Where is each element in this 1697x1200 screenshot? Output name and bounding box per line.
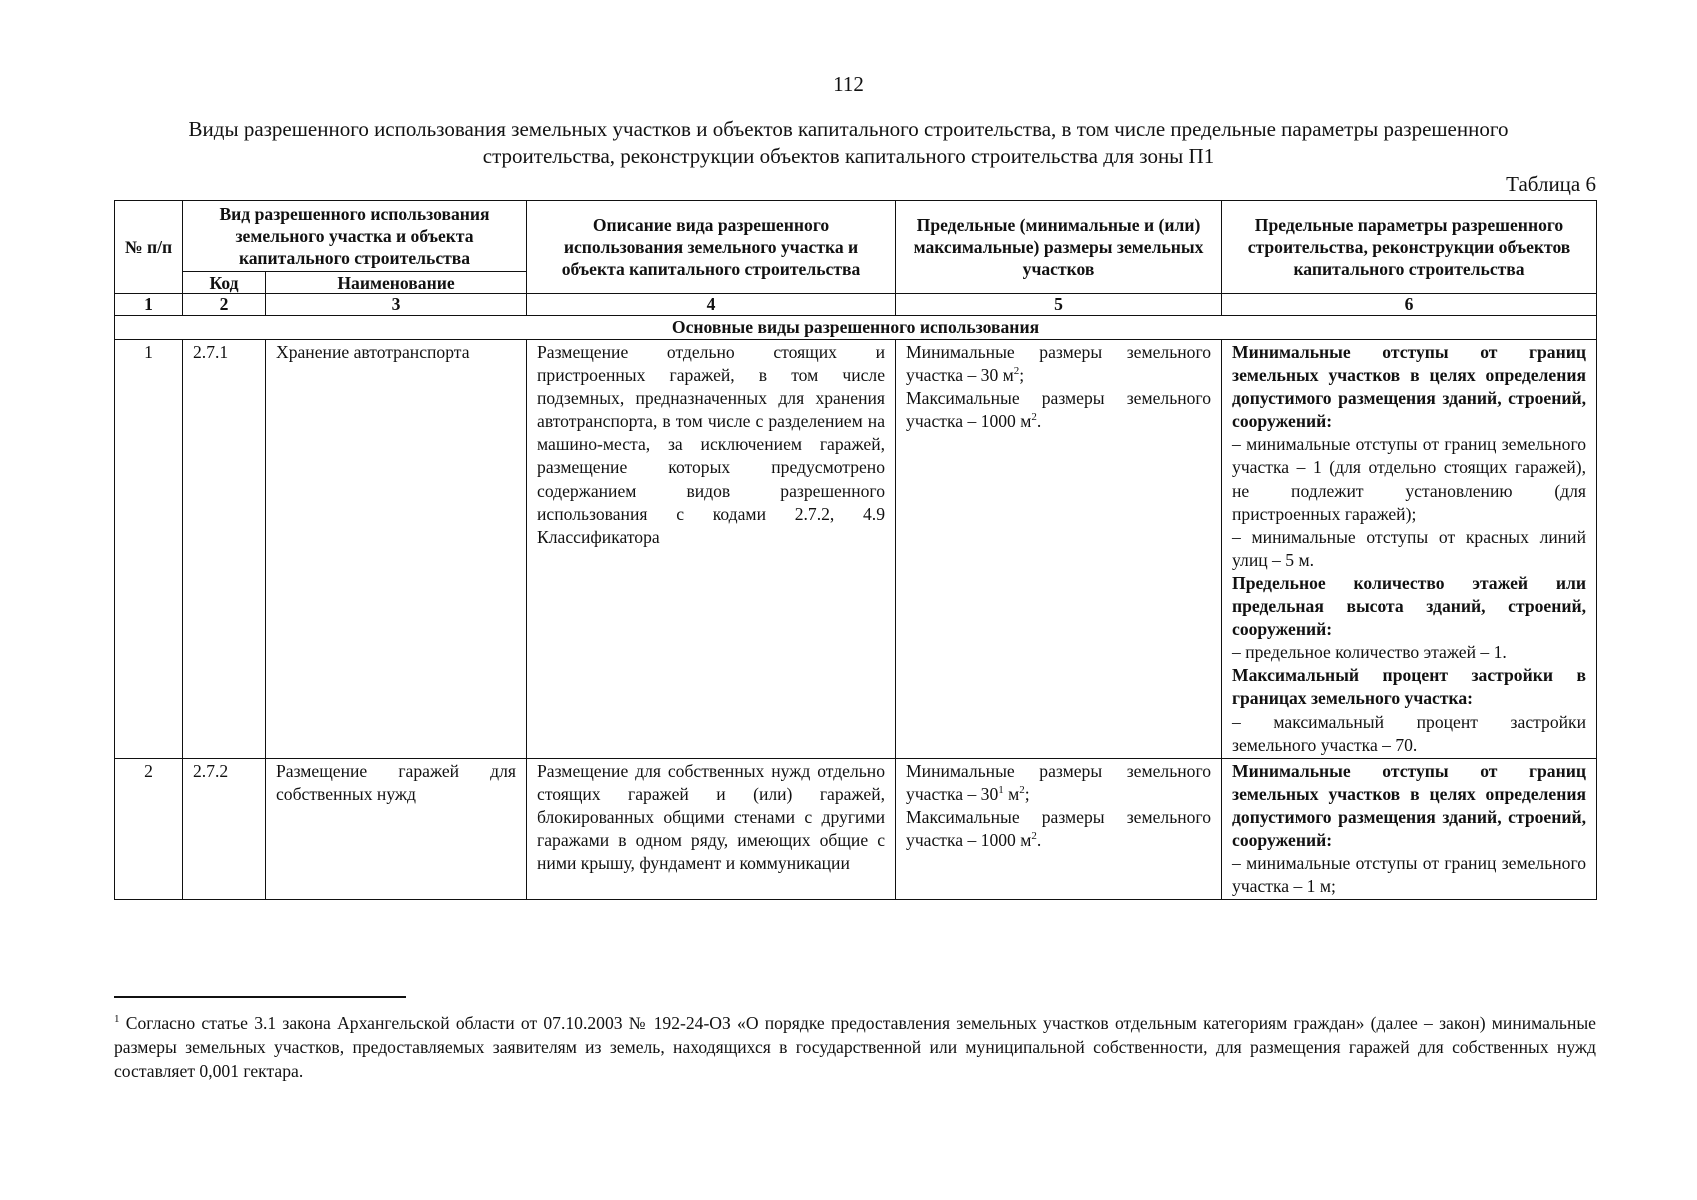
- row-name: Размещение гаражей для собственных нужд: [266, 758, 527, 900]
- header-description: Описание вида разрешенного использования земельного участка и объекта капитального строительства: [527, 201, 896, 294]
- document-title: Виды разрешенного использования земельных участков и объектов капитального строительства, в том числе предельные параметры разрешенного строительства, реконструкции объектов капитального строительства для зоны П1: [188, 117, 1509, 168]
- param-item: – минимальные отступы от границ земельного участка – 1 (для отдельно стоящих гаражей), не подлежит установлению (для пристроенных гаражей);: [1232, 434, 1587, 524]
- column-number: 3: [266, 294, 527, 316]
- footnote-separator: [114, 996, 406, 998]
- table-row: [115, 758, 1597, 900]
- row-params: [1222, 340, 1597, 759]
- param-heading: Минимальные отступы от границ земельных участков в целях определения допустимого размещения зданий, строений, сооружений:: [1232, 760, 1587, 850]
- column-number: 4: [527, 294, 896, 316]
- header-params: Предельные параметры разрешенного строительства, реконструкции объектов капитального строительства: [1222, 201, 1597, 294]
- param-heading: Предельное количество этажей или предельная высота зданий, строений, сооружений:: [1232, 572, 1587, 640]
- footnote-text: Согласно статье 3.1 закона Архангельской области от 07.10.2003 № 192-24-ОЗ «О порядке предоставления земельных участков отдельным категориям граждан» (далее – закон) минимальные размеры земельных участков, предоставляемых заявителям из земель, находящихся в государственной или муниципальной собственности, для размещения гаражей для собственных нужд составляет 0,001 гектара.: [114, 1013, 1596, 1081]
- row-code: 2.7.2: [183, 758, 266, 900]
- header-code: Код: [183, 272, 266, 294]
- param-item: – минимальные отступы от красных линий улиц – 5 м.: [1232, 526, 1587, 570]
- table-header-row: [115, 201, 1597, 272]
- row-num: 1: [115, 340, 183, 759]
- param-item: – предельное количество этажей – 1.: [1232, 642, 1507, 663]
- column-number: 6: [1222, 294, 1597, 316]
- row-description: Размещение для собственных нужд отдельно стоящих гаражей и (или) гаражей, блокированных общими стенами с другими гаражами в одном ряду, имеющих общие с ними крышу, фундамент и коммуникации: [527, 758, 896, 900]
- param-item: – минимальные отступы от границ земельного участка – 1 м;: [1232, 853, 1587, 897]
- size-min: Минимальные размеры земельного участка – 30 $м^2$;: [906, 342, 1212, 386]
- size-max: Максимальные размеры земельного участка – 1000 $м^2$.: [906, 388, 1212, 432]
- header-num: № п/п: [115, 201, 183, 294]
- row-params: [1222, 758, 1597, 900]
- header-name: Наименование: [266, 272, 527, 294]
- table-row: [115, 340, 1597, 759]
- row-sizes: [896, 340, 1222, 759]
- size-max: Максимальные размеры земельного участка – 1000 $м^2$.: [906, 806, 1212, 850]
- row-num: 2: [115, 758, 183, 900]
- zoning-table: [114, 200, 1597, 900]
- column-number-row: [115, 294, 1597, 316]
- footnote-marker: 1: [114, 1013, 120, 1026]
- column-number: 5: [896, 294, 1222, 316]
- row-code: 2.7.1: [183, 340, 266, 759]
- row-name: Хранение автотранспорта: [266, 340, 527, 759]
- param-heading: Максимальный процент застройки в границах земельного участка:: [1232, 665, 1587, 709]
- footnote: [114, 1011, 1596, 1083]
- header-sizes: Предельные (минимальные и (или) максимальные) размеры земельных участков: [896, 201, 1222, 294]
- row-description: Размещение отдельно стоящих и пристроенных гаражей, в том числе подземных, предназначенных для хранения автотранспорта, в том числе с разделением на машино-места, за исключением гаражей, размещение которых предусмотрено содержанием видов разрешенного использования с кодами 2.7.2, 4.9 Классификатора: [527, 340, 896, 759]
- table-caption: Таблица 6: [1506, 172, 1596, 196]
- section-title: Основные виды разрешенного использования: [115, 316, 1597, 340]
- header-vri: Вид разрешенного использования земельного участка и объекта капитального строительства: [183, 201, 527, 272]
- row-sizes: [896, 758, 1222, 900]
- section-row: [115, 316, 1597, 340]
- page-number: 112: [833, 72, 864, 96]
- footnote-ref: 1: [998, 783, 1004, 796]
- param-heading: Минимальные отступы от границ земельных участков в целях определения допустимого размещения зданий, строений, сооружений:: [1232, 342, 1587, 432]
- param-item: – максимальный процент застройки земельного участка – 70.: [1232, 711, 1587, 755]
- column-number: 1: [115, 294, 183, 316]
- column-number: 2: [183, 294, 266, 316]
- size-min: Минимальные размеры земельного участка – $30^1$ $м^2$;: [906, 760, 1212, 804]
